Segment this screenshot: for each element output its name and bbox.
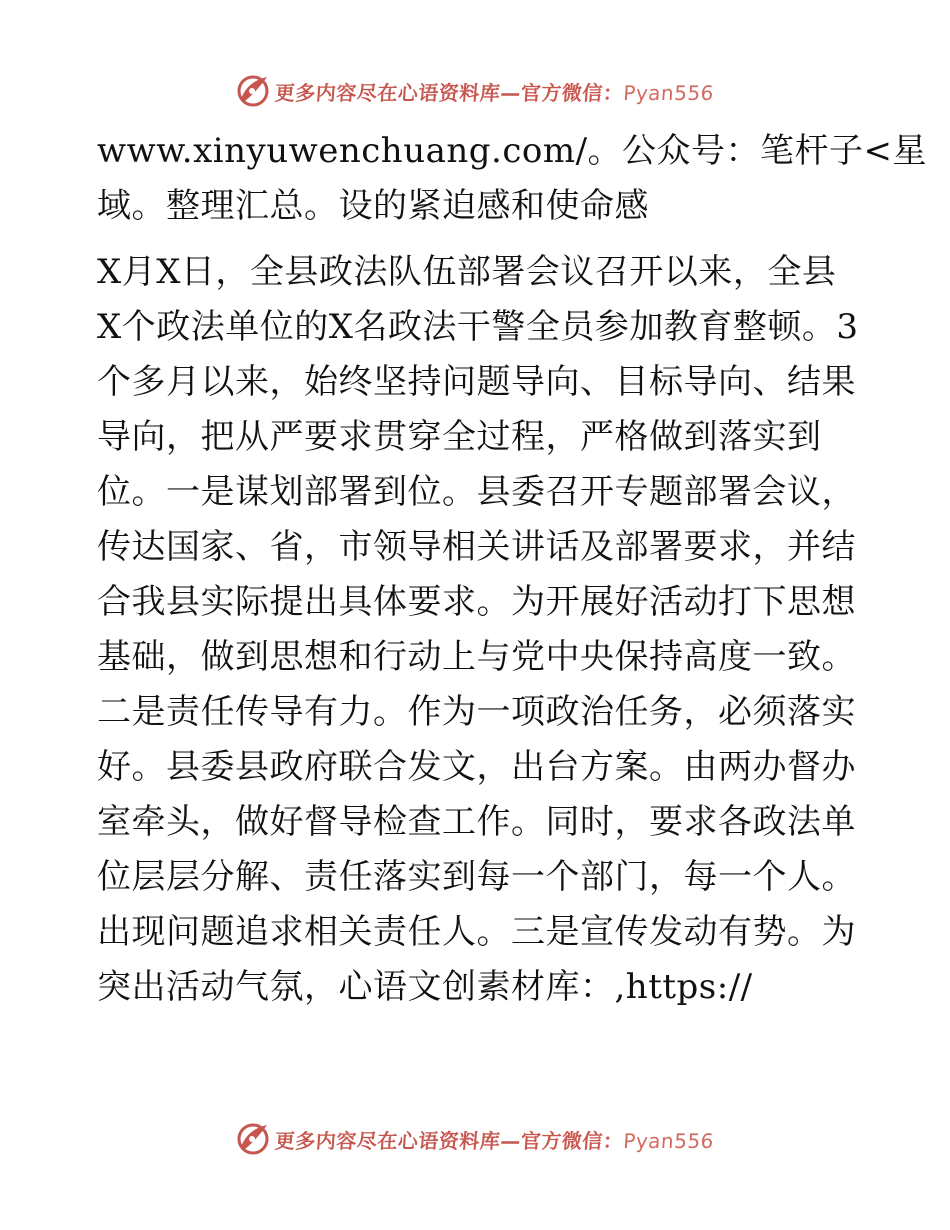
body-line: 突出活动气氛，心语文创素材库：,https://	[97, 967, 753, 1007]
body-line: 合我县实际提出具体要求。为开展好活动打下思想	[97, 582, 856, 622]
body-line: 基础，做到思想和行动上与党中央保持高度一致。	[97, 637, 856, 677]
body-line: 位层层分解、责任落实到每一个部门，每一个人。	[97, 857, 856, 897]
body-line: X个政法单位的X名政法干警全员参加教育整顿。3	[97, 307, 859, 347]
body-line: 室牵头，做好督导检查工作。同时，要求各政法单	[97, 802, 856, 842]
body-line: 位。一是谋划部署到位。县委召开专题部署会议，	[97, 472, 856, 512]
body-line: 个多月以来，始终坚持问题导向、目标导向、结果	[97, 362, 856, 402]
wechat-id: Pyan556	[623, 80, 716, 105]
footer-banner	[0, 1119, 950, 1159]
body-line: X月X日，全县政法队伍部署会议召开以来，全县	[97, 252, 837, 292]
banner-slogan: 更多内容尽在心语资料库—官方微信：	[274, 80, 625, 105]
banner-slogan: 更多内容尽在心语资料库—官方微信：	[274, 1128, 625, 1153]
body-line: 二是责任传导有力。作为一项政治任务，必须落实	[97, 692, 856, 732]
body-line: 导向，把从严要求贯穿全过程，严格做到落实到	[97, 417, 822, 457]
wechat-id: Pyan556	[623, 1128, 716, 1153]
body-line: 出现问题追求相关责任人。三是宣传发动有势。为	[97, 912, 856, 952]
header-line: www.xinyuwenchuang.com/。公众号：笔杆子<星	[97, 131, 928, 171]
pen-logo-icon	[235, 73, 271, 109]
body-line: 传达国家、省，市领导相关讲话及部署要求，并结	[97, 527, 856, 567]
banner-text	[274, 77, 715, 106]
pen-logo-icon	[235, 1121, 271, 1157]
body-line: 好。县委县政府联合发文，出台方案。由两办督办	[97, 747, 856, 787]
banner-text	[274, 1125, 715, 1154]
header-banner	[0, 71, 950, 111]
document-body	[97, 124, 928, 1015]
header-line: 域。整理汇总。设的紧迫感和使命感	[97, 186, 649, 226]
